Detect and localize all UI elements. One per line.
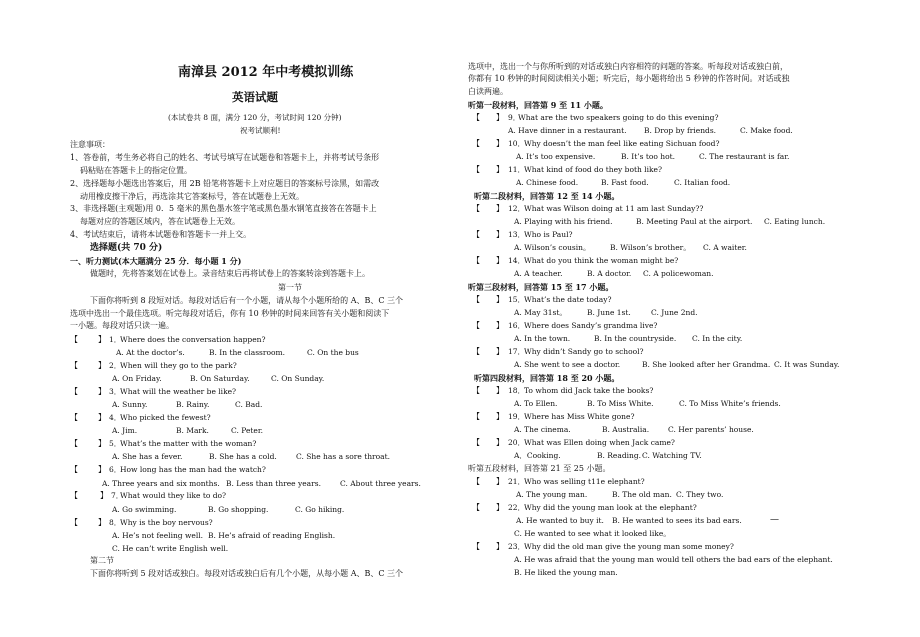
option-b: B. It’s too hot. — [621, 152, 676, 161]
question-text: What’s the date today? — [524, 295, 612, 304]
option-b: B. The old man. — [612, 490, 672, 499]
answer-bracket-close: 】 — [496, 503, 504, 512]
option-b: B. He liked the young man. — [514, 568, 618, 577]
answer-bracket-close: 】 — [496, 386, 504, 395]
question-text: What do you think the woman might be? — [524, 256, 679, 265]
option-a: A. On Friday. — [112, 374, 162, 383]
choice-title: 选择题(共 70 分) — [90, 243, 163, 253]
exam-wish: 祝考试顺利! — [240, 126, 281, 135]
question-number: 6． — [109, 465, 122, 474]
answer-bracket-close: 】 — [496, 321, 504, 330]
question-text: What would they like to do? — [120, 491, 227, 500]
option-a: A. He’s not feeling well. — [112, 531, 204, 540]
question-text: Where has Miss White gone? — [524, 412, 635, 421]
option-c: C. Peter. — [231, 426, 263, 435]
option-b: B. He wanted to sees its bad ears. — [612, 516, 742, 525]
option-a: A. Have dinner in a restaurant. — [508, 126, 627, 135]
question-number: 16． — [508, 321, 526, 330]
option-c: C. June 2nd. — [651, 308, 698, 317]
question-number: 5． — [109, 439, 122, 448]
question-text: Why did the old man give the young man some money? — [524, 542, 734, 551]
option-c: C. A policewoman. — [643, 269, 714, 278]
answer-bracket-open[interactable]: 【 — [472, 113, 480, 122]
answer-bracket-close: 】 — [496, 113, 504, 122]
answer-bracket-close: 】 — [496, 256, 504, 265]
answer-bracket-open[interactable]: 【 — [472, 412, 480, 421]
option-b: B. Wilson’s brother。 — [610, 243, 691, 252]
answer-bracket-open[interactable]: 【 — [472, 438, 480, 447]
part1-label: 第一节 — [278, 283, 302, 292]
answer-bracket-close: 】 — [98, 413, 106, 422]
question-text: Why doesn’t the man feel like eating Sichuan food? — [524, 139, 720, 148]
option-a: A. May 31st。 — [514, 308, 567, 317]
option-a: A. Playing with his friend. — [514, 217, 613, 226]
option-a: A. Chinese food. — [516, 178, 579, 187]
option-b: B. Drop by friends. — [644, 126, 717, 135]
question-text: Why is the boy nervous? — [120, 518, 213, 527]
option-b: B. In the classroom. — [209, 348, 286, 357]
answer-bracket-close: 】 — [496, 295, 504, 304]
answer-bracket-open[interactable]: 【 — [472, 295, 480, 304]
option-b: B. On Saturday. — [190, 374, 250, 383]
question-text: Why didn’t Sandy go to school? — [524, 347, 644, 356]
option-c: C. They two. — [676, 490, 724, 499]
question-text: Where does Sandy’s grandma live? — [524, 321, 658, 330]
answer-bracket-open[interactable]: 【 — [472, 230, 480, 239]
question-number: 9． — [508, 113, 521, 122]
option-a: A. The young man. — [516, 490, 588, 499]
part1-instructions: 一小题。每段对话只读一遍。 — [70, 321, 174, 330]
answer-bracket-close: 】 — [496, 165, 504, 174]
option-a: A. She has a fever. — [112, 452, 183, 461]
option-c: C. A waiter. — [703, 243, 747, 252]
answer-bracket-close: 】 — [98, 439, 106, 448]
group-heading: 听第二段材料，回答第 12 至 14 小题。 — [474, 191, 620, 201]
question-number: 1． — [109, 335, 122, 344]
question-text: What are the two speakers going to do this evening? — [518, 113, 719, 122]
question-text: What will the weather be like? — [120, 387, 237, 396]
note-line: 码粘贴在答题卡上的指定位置。 — [80, 166, 192, 175]
question-text: How long has the man had the watch? — [120, 465, 266, 474]
question-number: 2． — [109, 361, 122, 370]
option-b: B. To Miss White. — [587, 399, 654, 408]
option-b: B. She has a cold. — [209, 452, 277, 461]
question-number: 4． — [109, 413, 122, 422]
note-line: 2、选择题每小题选出答案后，用 2B 铅笔将答题卡上对应题目的答案标号涂黑，如需改 — [70, 179, 380, 188]
question-number: 21． — [508, 477, 526, 486]
note-line: 4、考试结束后，请将本试题卷和答题卡一并上交。 — [70, 230, 252, 239]
answer-bracket-open[interactable]: 【 — [70, 491, 78, 500]
option-b: B. Mark. — [176, 426, 209, 435]
listening-instructions: 做题时，先将答案划在试卷上。录音结束后再将试卷上的答案转涂到答题卡上。 — [90, 269, 370, 278]
option-a: A. To Ellen. — [514, 399, 558, 408]
question-number: 7． — [111, 491, 124, 500]
answer-bracket-open[interactable]: 【 — [472, 386, 480, 395]
note-line: 1、答卷前，考生务必将自己的姓名、考试号填写在试题卷和答题卡上，并将考试号条形 — [70, 153, 380, 162]
note-line: 动用橡皮擦干净后，再选涂其它答案标号，答在试题卷上无效。 — [80, 192, 304, 201]
answer-bracket-close: 】 — [98, 361, 106, 370]
question-number: 19． — [508, 412, 526, 421]
option-a: A. He was afraid that the young man would tell others the bad ears of the elephant. — [514, 555, 833, 564]
option-b: B. He’s afraid of reading English. — [208, 531, 336, 540]
group-heading: 听第四段材料，回答第 18 至 20 小题。 — [474, 373, 620, 383]
part2-instructions: 下面你将听到 5 段对话或独白。每段对话或独白后有几个小题，从每小题 A、B、C 三个 — [90, 569, 404, 578]
answer-bracket-close: 】 — [98, 518, 106, 527]
option-b: B. Meeting Paul at the airport. — [636, 217, 753, 226]
option-c: C. On Sunday. — [271, 374, 325, 383]
option-a: A. Three years and six months. — [102, 479, 220, 488]
question-text: What was Wilson doing at 11 am last Sunday?? — [524, 204, 704, 213]
answer-bracket-close: 】 — [496, 139, 504, 148]
question-number: 8． — [109, 518, 122, 527]
question-text: Why did the young man look at the elephant? — [524, 503, 697, 512]
option-b: B. Fast food. — [601, 178, 649, 187]
note-line: 每题对应的答题区域内，答在试题卷上无效。 — [80, 217, 240, 226]
question-number: 23． — [508, 542, 526, 551]
option-c: C. About three years. — [340, 479, 421, 488]
answer-bracket-open[interactable]: 【 — [70, 439, 78, 448]
option-a: A. A teacher. — [514, 269, 563, 278]
option-c: C. It was Sunday. — [774, 360, 840, 369]
question-text: Who is Paul? — [524, 230, 573, 239]
question-number: 15． — [508, 295, 526, 304]
answer-bracket-close: 】 — [98, 387, 106, 396]
answer-bracket-close: 】 — [496, 204, 504, 213]
answer-bracket-open[interactable]: 【 — [472, 139, 480, 148]
part2-label: 第二节 — [90, 556, 114, 565]
option-c: C. He can’t write English well. — [112, 544, 229, 553]
answer-bracket-open[interactable]: 【 — [70, 465, 78, 474]
option-a: A. At the doctor’s. — [116, 348, 185, 357]
answer-bracket-open[interactable]: 【 — [472, 503, 480, 512]
answer-bracket-open[interactable]: 【 — [70, 387, 78, 396]
answer-bracket-close: 】 — [496, 477, 504, 486]
option-a: A. The cinema. — [514, 425, 571, 434]
question-text: To whom did Jack take the books? — [524, 386, 654, 395]
option-b: B. Reading. — [597, 451, 642, 460]
option-a: A. Sunny. — [112, 400, 148, 409]
question-number: 13． — [508, 230, 526, 239]
question-number: 20． — [508, 438, 526, 447]
option-b: B. June 1st. — [587, 308, 631, 317]
option-b: B. A doctor. — [587, 269, 632, 278]
option-b: B. In the countryside. — [594, 334, 677, 343]
exam-info: (本试卷共 8 面，满分 120 分，考试时间 120 分钟) — [168, 113, 342, 122]
answer-bracket-open[interactable]: 【 — [472, 477, 480, 486]
answer-bracket-open[interactable]: 【 — [472, 256, 480, 265]
answer-bracket-close: 】 — [496, 542, 504, 551]
answer-bracket-close: 】 — [98, 335, 106, 344]
answer-bracket-close: 】 — [100, 491, 108, 500]
option-a: A. Wilson’s cousin。 — [514, 243, 591, 252]
stray-dash: — — [770, 515, 779, 525]
option-b: B. Less than three years. — [226, 479, 321, 488]
note-line: 3、非选择题(主观题)用 0．5 毫米的黑色墨水签字笔或黑色墨水钢笔直接答在答题卡上 — [70, 204, 377, 213]
option-c: C. Watching TV. — [642, 451, 702, 460]
right-intro: 白读两遍。 — [468, 87, 508, 96]
part1-instructions: 下面你将听到 8 段短对话。每段对话后有一个小题，请从每个小题所给的 A、B、C 三个 — [90, 296, 404, 305]
question-text: What’s the matter with the woman? — [120, 439, 257, 448]
option-c: C. He wanted to see what it looked like。 — [514, 529, 671, 538]
question-number: 12． — [508, 204, 526, 213]
part1-instructions: 选项中选出一个最佳选项。听完每段对话后，你有 10 秒钟的时间来回答有关小题和阅读下 — [70, 309, 390, 318]
notes-heading: 注意事项： — [70, 140, 110, 149]
answer-bracket-open[interactable]: 【 — [70, 413, 78, 422]
answer-bracket-open[interactable]: 【 — [70, 361, 78, 370]
question-text: What kind of food do they both like? — [524, 165, 662, 174]
option-c: C. Italian food. — [674, 178, 731, 187]
group-heading: 听第三段材料，回答第 15 至 17 小题。 — [468, 282, 614, 292]
option-b: B. Rainy. — [176, 400, 210, 409]
option-c: C. Make food. — [740, 126, 793, 135]
answer-bracket-close: 】 — [496, 347, 504, 356]
question-number: 3． — [109, 387, 122, 396]
option-a: A. Jim. — [112, 426, 138, 435]
option-c: C. Go hiking. — [295, 505, 345, 514]
right-intro: 你都有 10 秒钟的时间阅读相关小题；听完后，每小题将给出 5 秒钟的作答时间。对话或独 — [468, 74, 790, 83]
question-number: 22． — [508, 503, 526, 512]
question-text: Who picked the fewest? — [120, 413, 211, 422]
exam-subject: 英语试题 — [232, 90, 278, 104]
question-number: 10． — [508, 139, 526, 148]
answer-bracket-open[interactable]: 【 — [472, 542, 480, 551]
exam-title: 南漳县 2012 年中考模拟训练 — [178, 65, 354, 80]
option-b: B. Go shopping. — [208, 505, 269, 514]
option-c: C. Her parents’ house. — [668, 425, 754, 434]
option-c: C. In the city. — [692, 334, 743, 343]
option-c: C. She has a sore throat. — [296, 452, 391, 461]
answer-bracket-open[interactable]: 【 — [472, 321, 480, 330]
option-c: C. The restaurant is far. — [699, 152, 790, 161]
option-a: A. He wanted to buy it. — [516, 516, 604, 525]
question-text: What was Ellen doing when Jack came? — [524, 438, 675, 447]
group-heading: 听第五段材料，回答第 21 至 25 小题。 — [468, 464, 611, 473]
option-c: C. On the bus — [307, 348, 359, 357]
answer-bracket-open[interactable]: 【 — [472, 204, 480, 213]
question-number: 18． — [508, 386, 526, 395]
option-b: B. She looked after her Grandma. — [642, 360, 771, 369]
question-text: Where does the conversation happen? — [120, 335, 266, 344]
question-number: 14． — [508, 256, 526, 265]
option-c: C. Eating lunch. — [764, 217, 826, 226]
option-c: C. Bad. — [235, 400, 263, 409]
answer-bracket-close: 】 — [496, 438, 504, 447]
answer-bracket-open[interactable]: 【 — [70, 335, 78, 344]
question-number: 11． — [508, 165, 526, 174]
question-number: 17． — [508, 347, 526, 356]
option-a: A. It’s too expensive. — [516, 152, 596, 161]
option-a: A．Cooking. — [514, 451, 561, 460]
answer-bracket-close: 】 — [496, 412, 504, 421]
answer-bracket-open[interactable]: 【 — [472, 165, 480, 174]
option-c: C. To Miss White’s friends. — [679, 399, 781, 408]
group-heading: 听第一段材料，回答第 9 至 11 小题。 — [468, 100, 608, 110]
option-a: A. She went to see a doctor. — [514, 360, 621, 369]
question-text: When will they go to the park? — [120, 361, 237, 370]
answer-bracket-open[interactable]: 【 — [472, 347, 480, 356]
option-a: A. Go swimming. — [112, 505, 177, 514]
question-text: Who was selling t11e elephant? — [524, 477, 645, 486]
option-a: A. In the town. — [514, 334, 571, 343]
option-b: B. Australia. — [602, 425, 650, 434]
listening-title: 一、听力测试(本大题满分 25 分．每小题 1 分) — [70, 256, 242, 266]
answer-bracket-close: 】 — [496, 230, 504, 239]
right-intro: 选项中，选出一个与你所听到的对话或独白内容相符的问题的答案。听每段对话或独白前， — [468, 62, 788, 71]
answer-bracket-close: 】 — [98, 465, 106, 474]
answer-bracket-open[interactable]: 【 — [70, 518, 78, 527]
